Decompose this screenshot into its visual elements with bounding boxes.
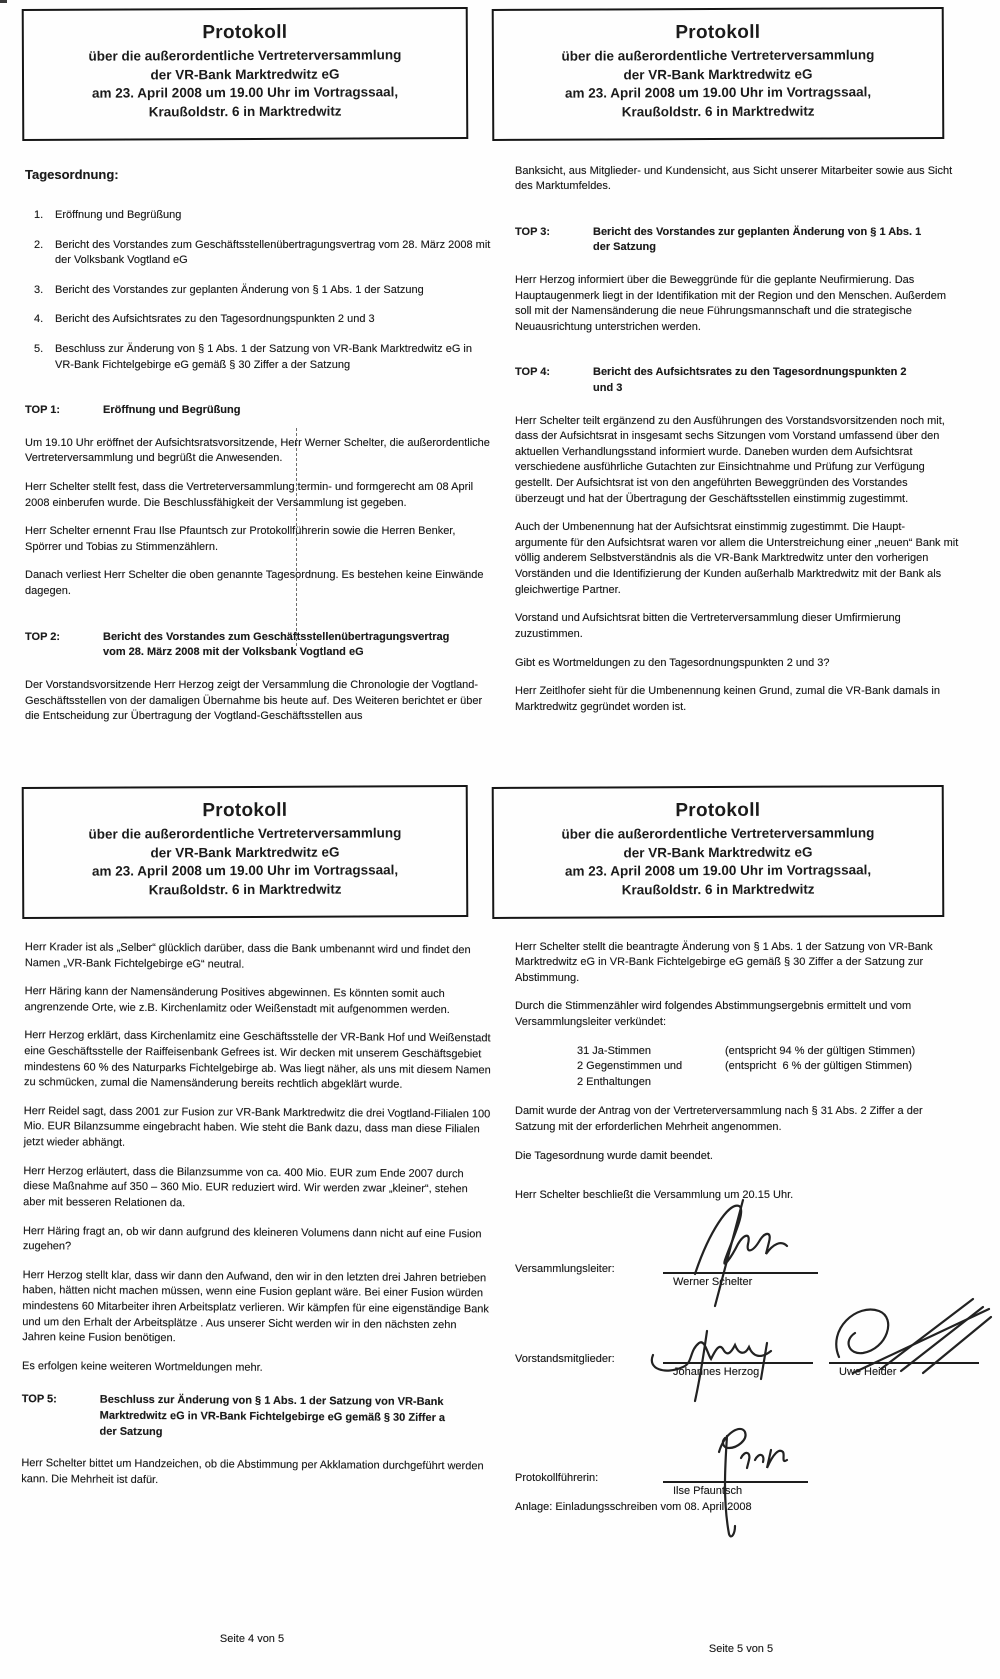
agenda-item-1	[25, 208, 492, 224]
agenda-text: Bericht des Vorstandes zur geplanten Änderung von § 1 Abs. 1 der Satzung	[55, 283, 424, 296]
paragraph: Herr Schelter ernennt Frau Ilse Pfauntsch zur Protokollführerin sowie die Herren Benker, Spörrer und Tobias zu Stimmenzählern.	[25, 525, 456, 553]
signature-role-label: Vorstandsmitglieder:	[515, 1353, 615, 1366]
paragraph: Herr Herzog stellt klar, dass wir dann den Aufwand, den wir in den letzten drei Jahren betrieben haben, hätten nicht machen müssen, wenn eine Fusion geplant wäre. Bei einer Fusion würden mindestens 60 Mitarbeiter ihren Arbeitsplatz verlieren. Wir kämpfen für eine eigenständige Bank und um den Erhalt der Arbeitsplätze . Aus unserer Sicht werden wir in den nächsten zehn Jahren keine Fusion benötigen.	[22, 1268, 490, 1344]
paragraph: Auch der Umbenennung hat der Aufsichtsrat einstimmig zugestimmt. Die Haupt- argumente für den Aufsichtsrat waren vor allem die Unterstreichung einer „neuen“ Bank mit völlig anderem Selbstverständnis als die VR-Bank Marktredwitz unter den vorherigen Vorständen und die Identifizierung der Kunden außerhalb Marktredwitz mit der Bank als gleichwertige Partner.	[515, 521, 959, 596]
paragraph: Danach verliest Herr Schelter die oben genannte Tagesordnung. Es bestehen keine Einwände dagegen.	[25, 569, 484, 598]
protocol-subtitle-3: am 23. April 2008 um 19.00 Uhr im Vortragssaal,	[91, 84, 399, 101]
signature-box	[663, 1362, 813, 1381]
protocol-subtitle-2: der VR-Bank Marktredwitz eG	[623, 66, 813, 83]
paragraph: Damit wurde der Antrag von der Vertreterversammlung nach § 31 Abs. 2 Ziffer a der Satzung mit der erforderlichen Mehrheit angenommen.	[515, 1105, 923, 1133]
signature-line	[663, 1362, 813, 1364]
top1-heading	[25, 403, 492, 419]
top2-title: Bericht des Vorstandes zum Geschäftsstellenübertragungsvertrag vom 28. März 2008 mit der Volksbank Vogtland eG	[103, 630, 450, 659]
signature-name: Johannes Herzog	[673, 1366, 760, 1379]
signature-box	[829, 1362, 979, 1381]
agenda-number: 2.	[34, 238, 44, 251]
page-footer: Seite 5 von 5	[708, 1643, 774, 1655]
protocol-subtitle-4: Kraußoldstr. 6 in Marktredwitz	[621, 103, 815, 120]
vote-row-abstain	[515, 1075, 959, 1091]
agenda-number: 3.	[34, 283, 44, 296]
protocol-header-box	[492, 785, 945, 918]
protocol-header-box	[22, 7, 469, 140]
signature-name: Uwe Heider	[839, 1366, 897, 1379]
top4-title: Bericht des Aufsichtsrates zu den Tagesordnungspunkten 2 und 3	[593, 366, 907, 394]
paragraph: Herr Herzog erklärt, dass Kirchenlamitz eine Geschäftsstelle der VR-Bank Hof und Weißenstadt eine Geschäftsstelle der Raiffeisenbank Gefrees ist. Wir decken mit unserem Geschäftsgebiet mindestens 60 % des Naturparks Fichtelgebirge ab. Was liegt näher, als uns mit diesem Namen zu schmücken, zumal die Namensänderung bereits rechtlich abgeklärt wurde.	[23, 1029, 491, 1091]
paragraph: Der Vorstandsvorsitzende Herr Herzog zeigt der Versammlung die Chronologie der Vogtland-Geschäftsstellen von der damaligen Übernahme bis heute auf. Des Weiteren berichtet er über die Entscheidung zur Übertragung der Vogtland-Geschäftsstellen aus	[25, 678, 483, 723]
paragraph: Die Tagesordnung wurde damit beendet.	[515, 1149, 713, 1162]
protocol-title: Protokoll	[202, 799, 288, 822]
top3-title: Bericht des Vorstandes zur geplanten Änderung von § 1 Abs. 1 der Satzung	[593, 225, 922, 254]
paragraph: Herr Schelter beschließt die Versammlung um 20.15 Uhr.	[515, 1189, 794, 1202]
protocol-subtitle-3: am 23. April 2008 um 19.00 Uhr im Vortragssaal,	[91, 862, 399, 879]
signature-box	[663, 1272, 818, 1291]
agenda-text: Eröffnung und Begrüßung	[55, 208, 182, 221]
signature-werner-schelter-icon	[681, 1198, 811, 1308]
agenda-number: 4.	[34, 313, 44, 326]
paragraph: Es erfolgen keine weiteren Wortmeldungen mehr.	[21, 1359, 263, 1374]
paragraph: Herr Zeitlhofer sieht für die Umbenennung keinen Grund, zumal die VR-Bank damals in Marktredwitz gegründet worden ist.	[515, 685, 940, 713]
paragraph: Herr Schelter stellt fest, dass die Vertreterversammlung termin- und formgerecht am 08 April 2008 einberufen wurde. Die Beschlussfähigkeit der Versammlung ist gegeben.	[25, 481, 474, 509]
page-4-body	[6, 940, 492, 1491]
protocol-subtitle-1: über die außerordentliche Vertreterversammlung	[561, 825, 875, 842]
agenda-item-3	[25, 283, 492, 299]
page-4	[10, 786, 505, 1679]
page-3-body	[482, 164, 987, 716]
agenda-title: Tagesordnung:	[25, 166, 119, 182]
protocol-subtitle-1: über die außerordentliche Vertreterversammlung	[88, 47, 402, 64]
top5-label: TOP 5:	[21, 1393, 57, 1406]
protocol-subtitle-2: der VR-Bank Marktredwitz eG	[150, 66, 340, 83]
paragraph: Herr Herzog informiert über die Beweggründe für die geplante Neufirmierung. Das Hauptaugenmerk liegt in der Identifikation mit der Region und den Menschen. Außerdem soll mit der Namensänderung die neue Führungsmannschaft und die strategische Neuausrichtung unterstrichen werden.	[515, 273, 947, 333]
protocol-subtitle-2: der VR-Bank Marktredwitz eG	[623, 844, 813, 861]
protocol-subtitle-1: über die außerordentliche Vertreterversammlung	[561, 47, 875, 64]
protocol-header-box	[492, 7, 945, 140]
paragraph: Gibt es Wortmeldungen zu den Tagesordnungspunkten 2 und 3?	[515, 656, 830, 669]
vote-count: 2 Gegenstimmen und	[577, 1060, 683, 1073]
paragraph: Um 19.10 Uhr eröffnet der Aufsichtsratsvorsitzende, Herr Werner Schelter, die außerordentliche Vertreterversammlung und begrüßt die Anwesenden.	[25, 436, 490, 465]
vote-count: 31 Ja-Stimmen	[577, 1044, 651, 1057]
signature-line	[663, 1481, 808, 1483]
page-5	[482, 786, 997, 1679]
top2-heading	[25, 630, 492, 661]
top1-label: TOP 1:	[25, 404, 61, 417]
protocol-subtitle-1: über die außerordentliche Vertreterversammlung	[88, 825, 402, 842]
protocol-title: Protokoll	[675, 799, 761, 822]
paragraph: Herr Schelter bittet um Handzeichen, ob die Abstimmung per Akklamation durchgeführt werden kann. Die Mehrheit ist dafür.	[21, 1456, 484, 1486]
paragraph: Herr Schelter teilt ergänzend zu den Ausführungen des Vorstandsvorsitzenden noch mit, dass der Aufsichtsrat in insgesamt sechs Sitzungen vom Vorstand umfassend über den aktuellen Verhandlungsstand informiert wurde. Daneben wurden dem Aufsichtsrat verschiedene ausführliche Gutachten zur Einsichtnahme und Prüfung zur Verfügung gestellt. Der Aufsichtsrat ist von den angeführten Beweggründen des Vorstandes überzeugt und hat der Übertragung der Geschäftsstellen einstimmig zugestimmt.	[515, 414, 945, 505]
protocol-title: Protokoll	[202, 21, 288, 44]
agenda-text: Bericht des Vorstandes zum Geschäftsstellenübertragungsvertrag vom 28. März 2008 mit der Volksbank Vogtland eG	[55, 238, 491, 267]
protocol-subtitle-4: Kraußoldstr. 6 in Marktredwitz	[148, 103, 342, 120]
vote-row-no	[515, 1059, 959, 1075]
protocol-subtitle-4: Kraußoldstr. 6 in Marktredwitz	[148, 881, 342, 898]
paragraph: Vorstand und Aufsichtsrat bitten die Vertreterversammlung dieser Umfirmierung zuzustimmen.	[515, 612, 901, 640]
agenda-item-2	[25, 238, 492, 269]
top5-heading	[22, 1392, 489, 1442]
paragraph: Herr Schelter stellt die beantragte Änderung von § 1 Abs. 1 der Satzung von VR-Bank Marktredwitz eG in VR-Bank Fichtelgebirge eG gemäß § 30 Ziffer a der Satzung zur Abstimmung.	[515, 940, 933, 984]
scan-artifact-line	[296, 428, 297, 646]
agenda-item-5	[25, 342, 492, 373]
signature-line	[829, 1362, 979, 1364]
scan-edge-mark	[0, 0, 7, 3]
agenda-item-4	[25, 312, 492, 328]
top1-title: Eröffnung und Begrüßung	[103, 404, 241, 417]
signature-row-board	[515, 1352, 959, 1381]
vote-note: (entspricht 6 % der gültigen Stimmen)	[725, 1060, 913, 1073]
protocol-title: Protokoll	[675, 21, 761, 44]
attachment-note: Anlage: Einladungsschreiben vom 08. April 2008	[515, 1500, 752, 1513]
protocol-subtitle-3: am 23. April 2008 um 19.00 Uhr im Vortragssaal,	[564, 862, 872, 879]
signature-row-secretary	[515, 1471, 959, 1500]
paragraph: Banksicht, aus Mitglieder- und Kundensicht, aus Sicht unserer Mitarbeiter sowie aus Sicht des Marktumfeldes.	[515, 164, 953, 193]
protocol-subtitle-4: Kraußoldstr. 6 in Marktredwitz	[621, 881, 815, 898]
signature-name: Ilse Pfauntsch	[673, 1485, 743, 1498]
top4-label: TOP 4:	[515, 366, 551, 379]
paragraph: Herr Reidel sagt, dass 2001 zur Fusion zur VR-Bank Marktredwitz die drei Vogtland-Filialen 100 Mio. EUR Bilanzsumme eingebracht haben. Wie steht die Bank dazu, dass man diese Filialen jetzt wieder abhängt.	[23, 1104, 491, 1149]
signature-row-chairman	[515, 1262, 959, 1291]
vote-row-yes	[515, 1044, 959, 1060]
page-2-body	[10, 166, 492, 725]
signature-role-label: Protokollführerin:	[515, 1472, 599, 1485]
signature-box	[663, 1481, 808, 1500]
agenda-text: Beschluss zur Änderung von § 1 Abs. 1 der Satzung von VR-Bank Marktredwitz eG in VR-Bank Fichtelgebirge eG gemäß § 30 Ziffer a der Satzung	[55, 343, 472, 371]
top4-heading	[515, 365, 959, 396]
agenda-number: 5.	[34, 343, 44, 355]
top3-label: TOP 3:	[515, 225, 551, 238]
protocol-header-box	[22, 785, 469, 918]
top2-label: TOP 2:	[25, 630, 61, 643]
paragraph: Herr Herzog erläutert, dass die Bilanzsumme von ca. 400 Mio. EUR zum Ende 2007 durch diese Maßnahme auf 350 – 360 Mio. EUR reduziert wird. Wir werden zwar „kleiner“, stehen aber mit besseren Relationen da.	[23, 1164, 468, 1209]
protocol-subtitle-3: am 23. April 2008 um 19.00 Uhr im Vortragssaal,	[564, 84, 872, 101]
signature-name: Werner Schelter	[673, 1275, 753, 1288]
agenda-number: 1.	[34, 208, 44, 221]
paragraph: Durch die Stimmenzähler wird folgendes Abstimmungsergebnis ermittelt und vom Versammlungsleiter verkündet:	[515, 1000, 912, 1028]
paragraph: Herr Häring fragt an, ob wir dann aufgrund des kleineren Volumens dann nicht auf eine Fusion zugehen?	[22, 1224, 482, 1253]
vote-note: (entspricht 94 % der gültigen Stimmen)	[725, 1044, 916, 1057]
top3-heading	[515, 225, 959, 256]
signature-johannes-herzog-icon	[649, 1313, 809, 1403]
top5-title: Beschluss zur Änderung von § 1 Abs. 1 der Satzung von VR-Bank Marktredwitz eG in VR-Bank Fichtelgebirge eG gemäß § 30 Ziffer a der Satzung	[99, 1393, 446, 1438]
vote-count: 2 Enthaltungen	[577, 1075, 652, 1088]
paragraph: Herr Häring kann der Namensänderung Positives abgewinnen. Es könnten somit auch angrenzende Orte, wie z.B. Kirchenlamitz oder Weißenstadt mit aufgenommen werden.	[24, 984, 450, 1016]
page-2	[10, 8, 505, 808]
page-5-body	[482, 940, 987, 1516]
paragraph: Herr Krader ist als „Selber“ glücklich darüber, dass die Bank umbenannt wird und findet den Namen „VR-Bank Fichtelgebirge eG“ neutral.	[24, 940, 471, 970]
page-3	[482, 8, 997, 808]
vote-results	[515, 1044, 959, 1091]
agenda-text: Bericht des Aufsichtsrates zu den Tagesordnungspunkten 2 und 3	[55, 313, 375, 326]
signature-role-label: Versammlungsleiter:	[515, 1262, 615, 1275]
page-footer: Seite 4 von 5	[219, 1633, 285, 1645]
protocol-subtitle-2: der VR-Bank Marktredwitz eG	[150, 844, 340, 861]
signature-line	[663, 1272, 818, 1274]
